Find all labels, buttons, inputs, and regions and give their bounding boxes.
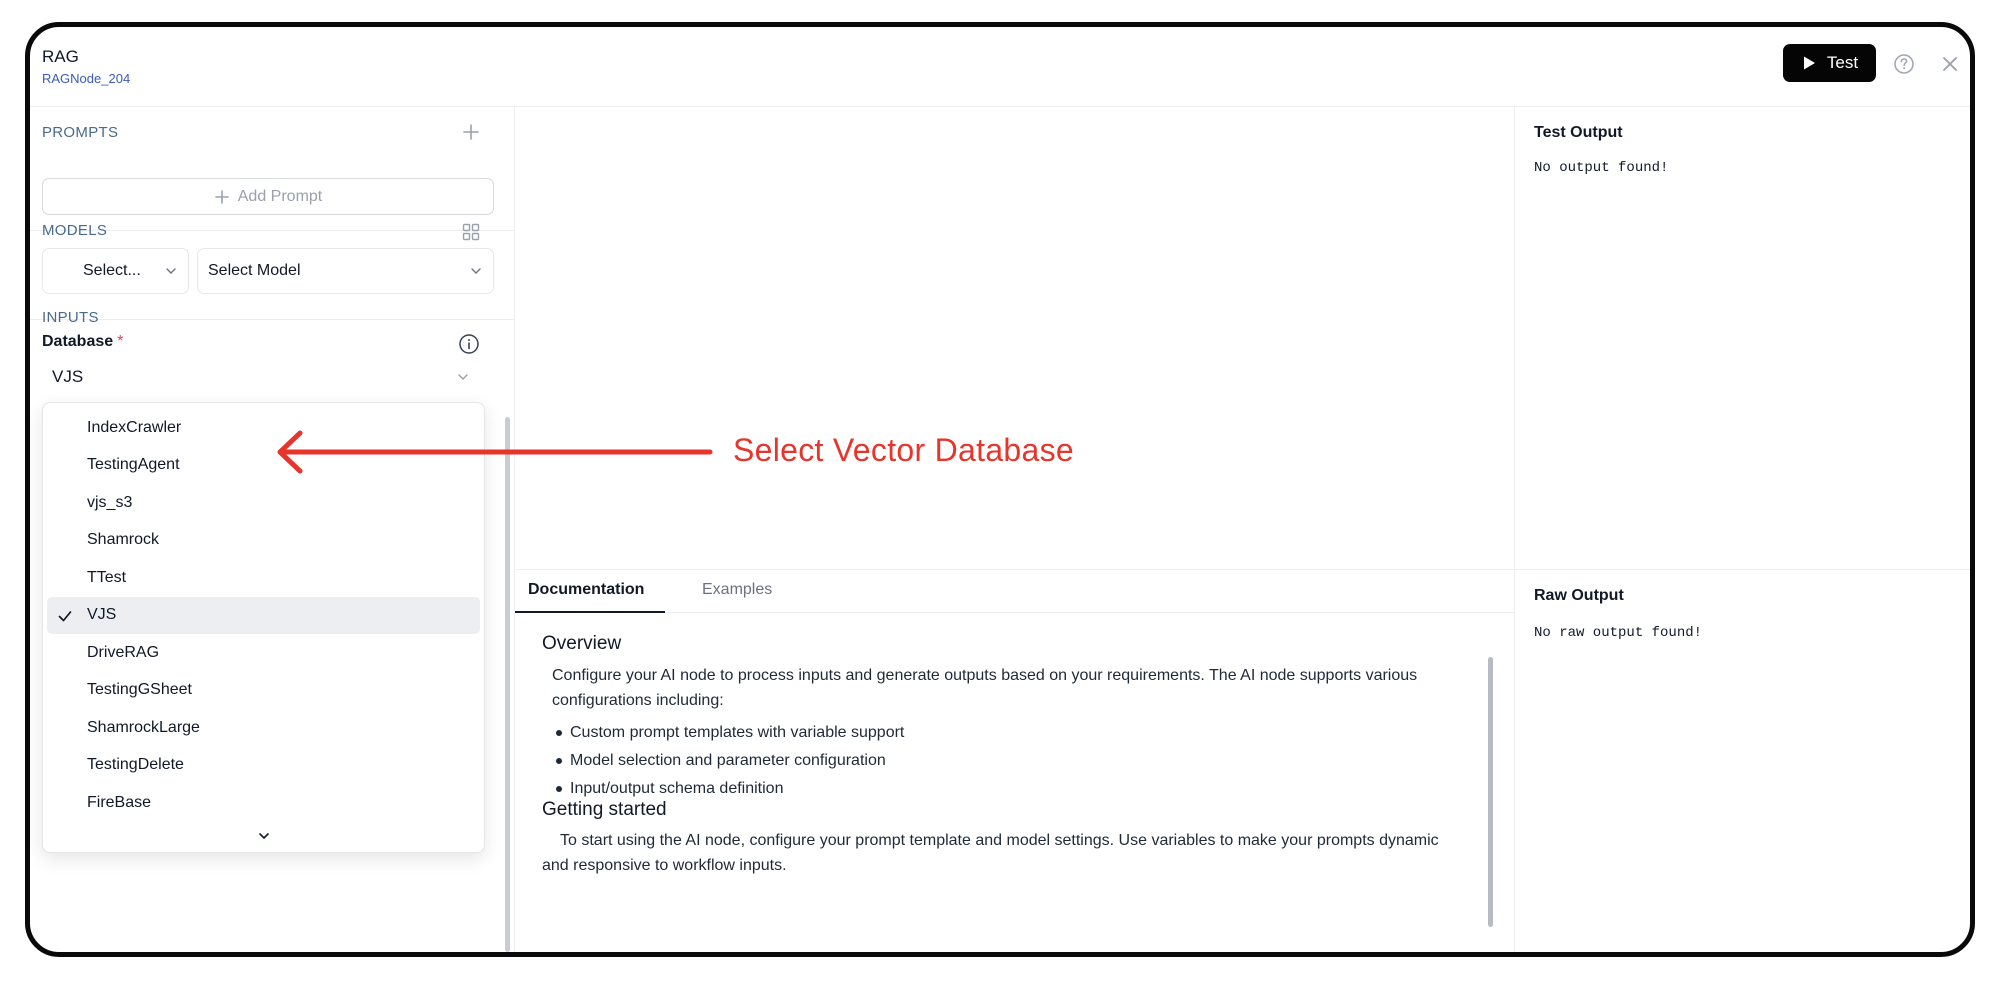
config-panel [30, 107, 515, 952]
annotation-label: Select Vector Database [733, 432, 1075, 468]
dropdown-option-label: VJS [87, 606, 117, 624]
list-item: Custom prompt templates with variable support [570, 719, 904, 747]
dropdown-option[interactable] [47, 672, 480, 710]
check-icon [57, 608, 73, 624]
test-button-label: Test [1826, 53, 1859, 72]
test-output-text: No output found! [1534, 160, 1669, 176]
dropdown-option-label: TTest [87, 568, 127, 586]
plus-icon[interactable] [461, 122, 481, 142]
node-title: RAG [42, 47, 79, 66]
raw-output-title: Raw Output [1534, 587, 1624, 604]
chevron-down-icon [164, 264, 178, 278]
help-icon[interactable] [1892, 52, 1916, 76]
divider [30, 319, 515, 320]
dropdown-option-label: DriveRAG [87, 643, 160, 661]
add-prompt-button[interactable] [42, 178, 494, 215]
header [30, 27, 1970, 107]
play-icon [1801, 55, 1817, 71]
inputs-section-label: INPUTS [42, 309, 99, 326]
database-select-value: VJS [52, 367, 84, 386]
output-panel [1514, 107, 1970, 952]
annotation-arrow [270, 428, 720, 478]
tab-examples[interactable]: Examples [702, 581, 773, 598]
chevron-down-icon [469, 264, 483, 278]
list-item: Model selection and parameter configuration [570, 747, 904, 775]
dropdown-option-label: IndexCrawler [87, 418, 182, 436]
prompts-section-label: PROMPTS [42, 124, 119, 141]
list-item: Input/output schema definition [570, 775, 904, 803]
dropdown-option[interactable] [47, 634, 480, 672]
feature-list [570, 719, 904, 803]
doc-tabs [515, 569, 1514, 613]
dropdown-option-label: Shamrock [87, 531, 160, 549]
dropdown-option[interactable] [47, 522, 480, 560]
dropdown-option[interactable] [47, 784, 480, 822]
model-select[interactable] [197, 248, 494, 294]
provider-select-value: Select... [83, 262, 141, 279]
chevron-down-icon [456, 370, 470, 384]
dropdown-option[interactable] [47, 597, 480, 635]
documentation-content [515, 613, 1514, 952]
plus-icon [214, 189, 230, 205]
info-icon[interactable] [458, 333, 480, 355]
tab-documentation[interactable]: Documentation [528, 581, 645, 598]
test-output-title: Test Output [1534, 124, 1623, 141]
divider [1515, 569, 1970, 570]
dropdown-option-label: ShamrockLarge [87, 718, 200, 736]
node-config-window [25, 22, 1975, 957]
database-label-text: Database [42, 333, 114, 350]
raw-output-text: No raw output found! [1534, 625, 1703, 641]
left-scrollbar[interactable] [505, 417, 510, 952]
dropdown-option[interactable] [47, 484, 480, 522]
test-button[interactable] [1783, 44, 1876, 82]
required-mark: * [117, 333, 124, 350]
dropdown-option-label: vjs_s3 [87, 493, 133, 511]
dropdown-option-label: TestingGSheet [87, 681, 192, 699]
dropdown-option-label: TestingAgent [87, 456, 180, 474]
getting-started-text: To start using the AI node, configure your prompt template and model settings. Use variables to make your prompts dynamic and responsive to workflow inputs. [542, 832, 1439, 874]
overview-heading: Overview [542, 633, 622, 654]
dropdown-option-label: TestingDelete [87, 756, 184, 774]
grid-icon[interactable] [461, 222, 481, 242]
database-select[interactable] [42, 354, 482, 400]
close-icon[interactable] [1938, 52, 1962, 76]
dropdown-option-label: FireBase [87, 793, 152, 811]
provider-select[interactable] [42, 248, 189, 294]
overview-text: Configure your AI node to process inputs and generate outputs based on your requirements. The AI node supports various configurations including: [552, 667, 1418, 709]
doc-scrollbar[interactable] [1488, 657, 1493, 927]
dropdown-option[interactable] [47, 709, 480, 747]
dropdown-option[interactable] [47, 559, 480, 597]
models-section-label: MODELS [42, 222, 108, 239]
dropdown-option[interactable] [47, 747, 480, 785]
chevron-down-icon[interactable] [256, 828, 272, 844]
node-id: RAGNode_204 [42, 71, 131, 86]
getting-started-heading: Getting started [542, 799, 667, 820]
model-select-value: Select Model [208, 262, 301, 279]
database-label [42, 333, 123, 351]
add-prompt-label: Add Prompt [237, 187, 323, 205]
preview-panel [515, 107, 1514, 952]
